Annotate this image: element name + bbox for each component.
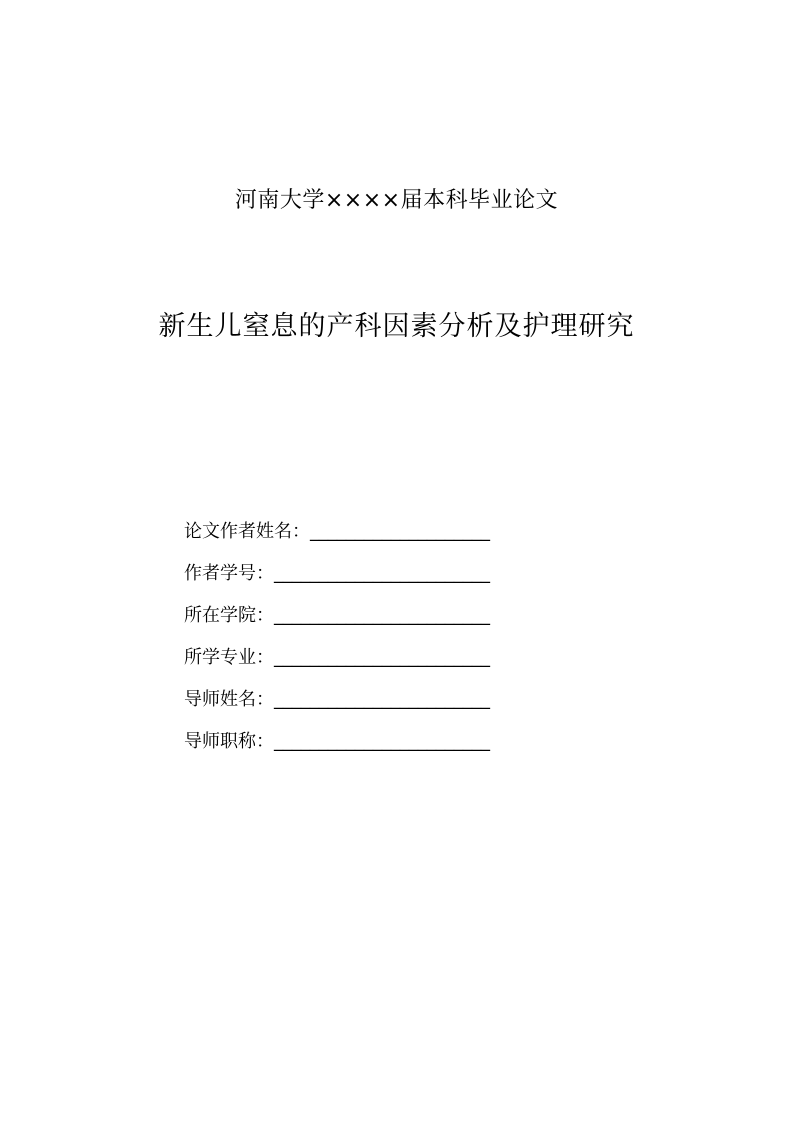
info-row-advisor-name: [184, 684, 544, 726]
advisor-name-blank: ________________________: [274, 689, 490, 710]
info-row-advisor-title: [184, 726, 544, 768]
major-blank: ________________________: [274, 647, 490, 668]
info-row-student-id: [184, 558, 544, 600]
student-id-label: 作者学号：: [184, 563, 274, 584]
thesis-title: 新生儿窒息的产科因素分析及护理研究: [158, 311, 635, 342]
author-info-block: [184, 516, 544, 768]
college-blank: ________________________: [274, 605, 490, 626]
advisor-title-blank: ________________________: [274, 731, 490, 752]
major-label: 所学专业：: [184, 647, 274, 668]
advisor-title-label: 导师职称：: [184, 731, 274, 752]
info-row-major: [184, 642, 544, 684]
advisor-name-label: 导师姓名：: [184, 689, 274, 710]
author-name-label: 论文作者姓名：: [184, 521, 310, 542]
college-label: 所在学院：: [184, 605, 274, 626]
author-name-blank: ____________________: [310, 521, 490, 542]
info-row-college: [184, 600, 544, 642]
student-id-blank: ________________________: [274, 563, 490, 584]
info-row-author-name: [184, 516, 544, 558]
university-heading: 河南大学××××届本科毕业论文: [234, 188, 559, 213]
